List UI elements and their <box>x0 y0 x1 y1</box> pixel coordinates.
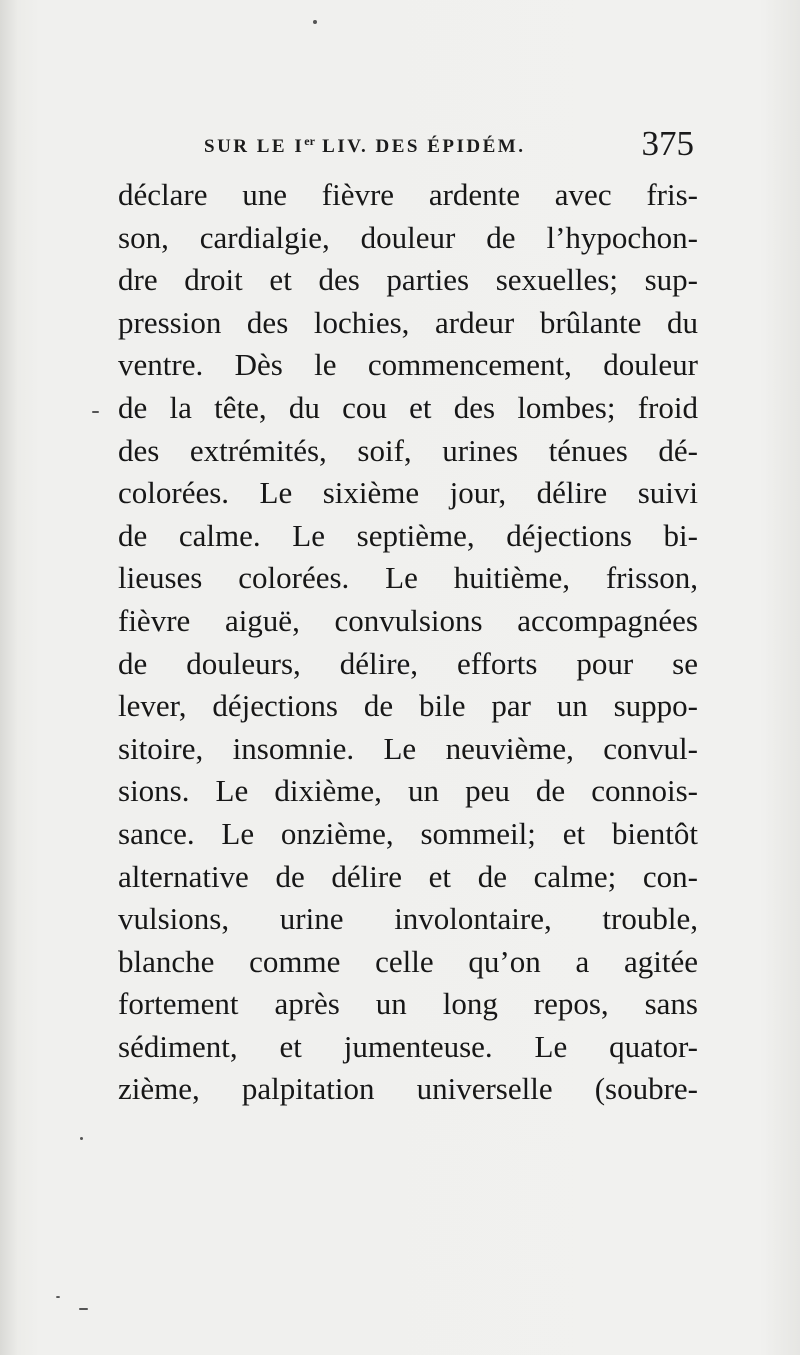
text-line: alternative de délire et de calme; con- <box>118 858 698 894</box>
text-line: sance. Le onzième, sommeil; et bientôt <box>118 815 698 851</box>
text-line: colorées. Le sixième jour, délire suivi <box>118 475 698 511</box>
text-line: dre droit et des parties sexuelles; sup- <box>118 262 698 298</box>
text-line: ventre. Dès le commencement, douleur <box>118 347 698 383</box>
text-line: de calme. Le septième, déjections bi- <box>118 517 698 553</box>
paper-speck <box>79 1308 88 1310</box>
text-line: vulsions, urine involontaire, trouble, <box>118 901 698 937</box>
text-line: sitoire, insomnie. Le neuvième, convul- <box>118 730 698 766</box>
running-head-superscript: er <box>304 134 315 148</box>
text-line: lever, déjections de bile par un suppo- <box>118 688 698 724</box>
text-line: déclare une fièvre ardente avec fris- <box>118 177 698 212</box>
running-head <box>204 134 525 158</box>
text-line: de douleurs, délire, efforts pour se <box>118 645 698 681</box>
text-line: blanche comme celle qu’on a agitée <box>118 943 698 979</box>
running-head-end: LIV. DES ÉPIDÉM. <box>314 136 526 157</box>
text-line: des extrémités, soif, urines ténues dé- <box>118 432 698 468</box>
text-line: son, cardialgie, douleur de l’hypochon- <box>118 219 698 255</box>
text-line: sédiment, et jumenteuse. Le quator- <box>118 1028 698 1064</box>
text-line: pression des lochies, ardeur brûlante du <box>118 304 698 340</box>
paper-speck <box>56 1296 60 1298</box>
page-number: 375 <box>641 124 694 163</box>
text-line: fortement après un long repos, sans <box>118 986 698 1022</box>
text-line: lieuses colorées. Le huitième, frisson, <box>118 560 698 596</box>
page-header <box>204 124 694 168</box>
text-line: zième, palpitation universelle (soubre- <box>118 1071 698 1107</box>
paper-speck <box>313 20 317 24</box>
body-text <box>118 174 698 1111</box>
text-line: de la tête, du cou et des lombes; froid <box>118 389 698 425</box>
paper-speck <box>80 1137 83 1140</box>
text-line: sions. Le dixième, un peu de connois- <box>118 773 698 809</box>
text-line: fièvre aiguë, convulsions accompagnées <box>118 602 698 638</box>
paper-speck <box>92 411 99 413</box>
running-head-start: SUR LE I <box>204 136 305 157</box>
